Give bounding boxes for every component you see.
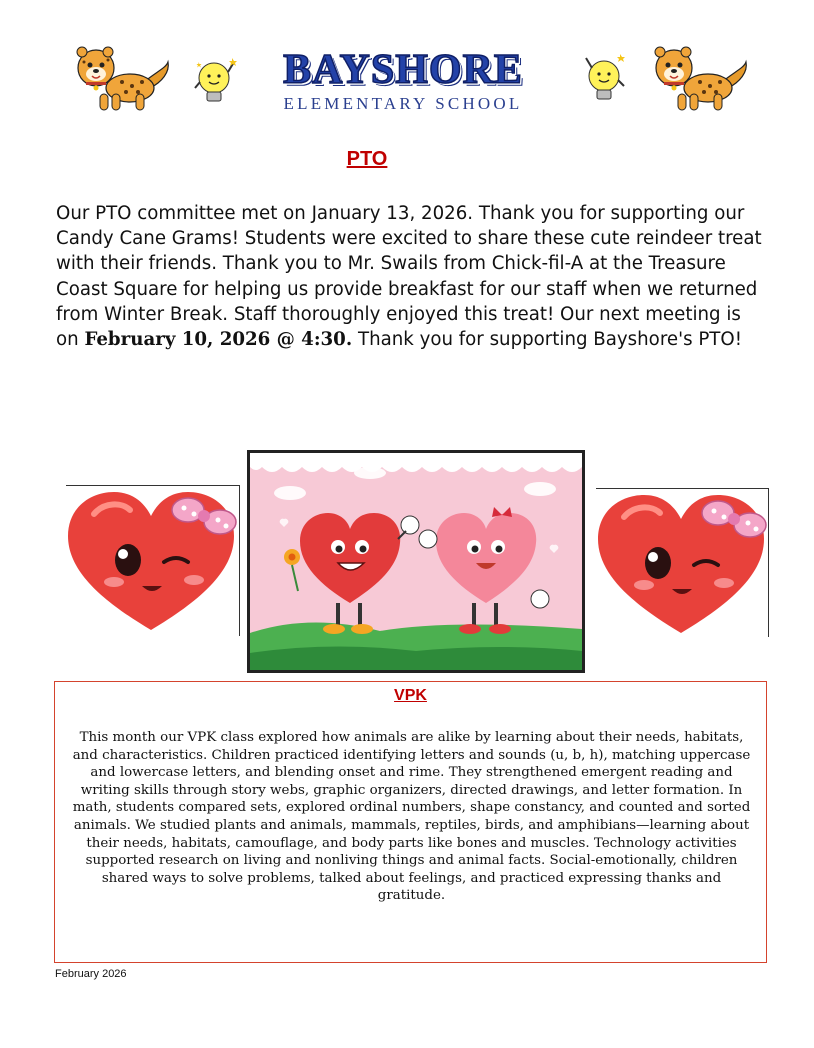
footer-date: February 2026 [55,968,127,980]
pto-text: Our PTO committee met on January 13, 2026. Thank you for supporting our Candy Cane Grams! Students were excited to share these cute reindeer treat with their friends. Thank you to Mr. Swails from Chick-fil-A at the Treasure Coast Square for helping us provide breakfast for our staff when we returned from Winter Break. Staff thoroughly enjoyed this treat! Our next meeting is on [56,203,762,351]
jaguar-mascot-icon [652,42,750,114]
jaguar-mascot-icon [74,42,172,114]
school-logo-subtitle: ELEMENTARY SCHOOL [283,94,523,113]
vpk-paragraph: This month our VPK class explored how animals are alike by learning about their needs, habitats, and characteristics. Children practiced identifying letters and sounds (u, b, h), matching uppercase and lowercase letters, and blending onset and rime. They strengthened emergent reading and writing skills through story webs, graphic organizers, directed drawings, and letter formation. In math, students compared sets, explored ordinal numbers, shape constancy, and counted and sorted animals. We studied plants and animals, mammals, reptiles, birds, and amphibians—learning about their needs, habitats, camouflage, and body parts like bones and muscles. Technology activities supported research on living and nonliving things and animal facts. Social-emotionally, children shared ways to solve problems, talked about feelings, and practiced expressing thanks and gratitude. [72,730,751,904]
winking-heart-icon [64,484,239,634]
pto-meeting-date: February 10, 2026 @ 4:30. [84,329,353,351]
valentine-scene-icon [250,453,582,670]
pto-heading: PTO [346,148,388,170]
valentine-hearts-illustration [247,450,585,673]
lightbulb-mascot-icon [580,50,628,110]
lightbulb-mascot-icon [192,54,240,114]
vpk-section [54,681,767,963]
school-logo-title: BAYSHORE [283,47,523,93]
winking-heart-icon [594,487,769,637]
pto-text-closing: Thank you for supporting Bayshore's PTO! [352,329,743,351]
vpk-heading: VPK [394,687,427,704]
pto-paragraph [56,201,764,352]
